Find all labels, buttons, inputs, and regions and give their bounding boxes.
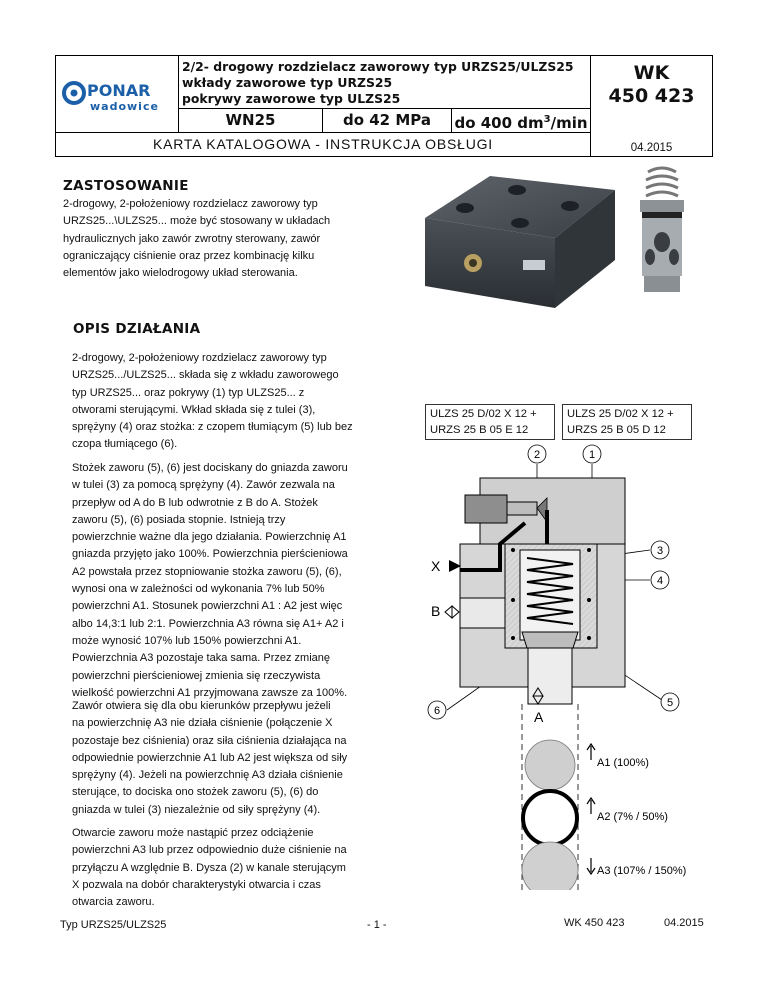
callout-6: 6 (433, 705, 441, 717)
flow-prefix: do 400 dm (454, 114, 544, 132)
section-heading-opis: OPIS DZIAŁANIA (73, 321, 201, 337)
text-line: URZS25.../ULZS25... składa się z wkładu zaworowego (72, 369, 339, 382)
text-line: sprężyny (4). Jeżeli na powierzchnię A3 działa ciśnienie (72, 769, 343, 782)
zastosowanie-text (63, 196, 359, 282)
text-line: elementów jako wielodrogowy układ sterowania. (63, 267, 298, 280)
text-line: wynosi ona w zależności od wykonania 7% lub 50% (72, 583, 325, 596)
port-x-label: X (431, 558, 441, 574)
header-date: 04.2015 (590, 132, 712, 156)
text-line: Zawór otwiera się dla obu kierunków przepływu jeżeli (72, 700, 331, 712)
text-line: otwarcia zaworu. (72, 896, 155, 909)
text-line: czopa tłumiącego (6). (72, 438, 178, 451)
title-line-2: wkłady zaworowe typ URZS25 (182, 75, 393, 90)
text-line: 2-drogowy, 2-położeniowy rozdzielacz zaworowy typ (63, 198, 318, 210)
arrow-up-icon (587, 798, 595, 814)
text-line: przepływ od A do B lub odwrotnie z B do A. Stożek (72, 496, 318, 509)
doc-code-line-2: 450 423 (608, 85, 695, 107)
spec-row (179, 108, 590, 132)
logo-cell (56, 56, 179, 132)
text-line: URZS25...\ULZS25... może być stosowany w układach (63, 215, 331, 228)
text-line: sprężyny (4) oraz stożka: z czopem tłumiącym (5) lub bez (72, 421, 353, 434)
max-flow (452, 109, 590, 132)
text-line: powierzchni pierścieniowej zmienia się rzeczywista (72, 669, 321, 682)
model-code-line: ULZS 25 D/02 X 12 + (430, 408, 537, 420)
text-line: Otwarcie zaworu może nastąpić przez odciążenie (72, 827, 314, 839)
valve-cover-photo (405, 168, 620, 318)
text-line: przyłączu A względnie B. Dysza (2) w kanale sterującym (72, 861, 346, 874)
document-code (590, 56, 712, 132)
flow-sup: 3 (543, 114, 551, 125)
valve-cartridge-photo (628, 162, 696, 297)
arrow-down-icon (587, 858, 595, 874)
area-a3-circle (522, 842, 578, 890)
callout-1: 1 (588, 449, 596, 461)
doc-code-line-1: WK (633, 62, 670, 84)
text-line: A2 powstała przez stopniowanie stożka zaworu (5), (6), (72, 565, 342, 578)
model-code-box-left (425, 404, 555, 440)
opis-paragraph-2 (72, 460, 364, 702)
text-line: odpowiednie powierzchnie A1 lub A2 jest większa od siły (72, 751, 348, 764)
area-a2-ring (523, 791, 577, 845)
valve-section-diagram (405, 440, 715, 890)
text-line: 2-drogowy, 2-położeniowy rozdzielacz zaworowy typ (72, 352, 327, 364)
port-b-label: B (431, 603, 441, 619)
logo-sub-text: wadowice (90, 100, 159, 113)
text-line: powierzchni A1. Stosunek powierzchni A1 : A2 jest więc (72, 600, 343, 613)
area-a1-label: A1 (100%) (597, 757, 649, 769)
document-title (179, 56, 590, 108)
text-line: powierzchni A3 lub przez odpowiednio duże ciśnienie na (72, 844, 347, 857)
text-line: gniazda w tulei (3) niezależnie od siły sprężyny (4). (72, 803, 321, 816)
area-a2-label: A2 (7% / 50%) (597, 811, 668, 823)
text-line: X pozwala na dobór charakterystyki otwarcia i czas (72, 878, 321, 891)
section-heading-zastosowanie: ZASTOSOWANIE (63, 178, 189, 194)
port-b-arrow-icon (445, 606, 459, 618)
area-a1-circle (525, 740, 575, 790)
opis-paragraph-3 (72, 698, 364, 819)
text-line: Powierzchnia A3 pozostaje taka sama. Przez zmianę (72, 652, 331, 665)
max-pressure: do 42 MPa (323, 109, 452, 132)
text-line: powierzchnie ważne dla jego działania. Powierzchnię A1 (72, 531, 347, 544)
opis-paragraph-4 (72, 825, 364, 911)
header-box (55, 55, 713, 157)
text-line: hydraulicznych jako zawór zwrotny sterowany, zawór (63, 232, 321, 245)
callout-4: 4 (656, 575, 664, 587)
flow-suffix: /min (550, 114, 588, 132)
callout-2: 2 (533, 449, 541, 461)
text-line: typ URZS25... oraz pokrywy (1) typ ULZS25... z (72, 386, 305, 399)
title-line-3: pokrywy zaworowe typ ULZS25 (182, 91, 401, 106)
footer-page-number: - 1 - (367, 919, 387, 931)
text-line: Stożek zaworu (5), (6) jest dociskany do gniazda zaworu (72, 462, 348, 474)
model-code-line: ULZS 25 D/02 X 12 + (567, 408, 674, 420)
document-subtitle: KARTA KATALOGOWA - INSTRUKCJA OBSŁUGI (56, 132, 590, 156)
text-line: może wynosić 107% lub 150% powierzchni A1. (72, 634, 302, 647)
ponar-logo (61, 76, 176, 116)
model-code-box-right (562, 404, 692, 440)
text-line: sterujące, to dociska ono stożek zaworu (5), (6) do (72, 786, 319, 799)
text-line: zaworu (5), (6) posiada stopnie. Istnieją trzy (72, 513, 286, 526)
area-a3-label: A3 (107% / 150%) (597, 865, 687, 877)
callout-5: 5 (666, 697, 674, 709)
callout-3: 3 (656, 545, 664, 557)
footer-code: WK 450 423 (564, 917, 625, 929)
text-line: gniazda przyjęto jako 100%. Powierzchnia pierścieniowa (72, 548, 348, 561)
nominal-size: WN25 (179, 109, 323, 132)
model-code-line: URZS 25 B 05 E 12 (430, 424, 529, 436)
text-line: otworami sterującymi. Wkład składa się z tulei (3), (72, 403, 316, 416)
model-code-line: URZS 25 B 05 D 12 (567, 424, 666, 436)
opis-paragraph-1 (72, 350, 364, 454)
port-a-label: A (534, 709, 544, 725)
text-line: w tulei (3) za pomocą sprężyny (4). Zawór zezwala na (72, 479, 335, 492)
arrow-up-icon (587, 744, 595, 760)
logo-brand-text: PONAR (87, 81, 151, 100)
footer-date: 04.2015 (664, 917, 704, 929)
title-line-1: 2/2- drogowy rozdzielacz zaworowy typ URZS25/ULZS25 (182, 59, 574, 74)
port-x-arrow-icon (449, 560, 461, 572)
footer-type: Typ URZS25/ULZS25 (60, 919, 167, 931)
text-line: wielkość powierzchni A1 przyjmowana zawsze za 100%. (72, 686, 348, 699)
text-line: pozostaje bez ciśnienia) oraz siła ciśnienia działająca na (72, 734, 347, 747)
text-line: na powierzchnię A3 nie działa ciśnienie (połączenie X (72, 717, 333, 730)
text-line: ograniczający ciśnienie oraz przez kombinację kilku (63, 249, 315, 262)
text-line: albo 14,3:1 lub 2:1. Powierzchnia A3 równa się A1+ A2 i (72, 617, 344, 630)
